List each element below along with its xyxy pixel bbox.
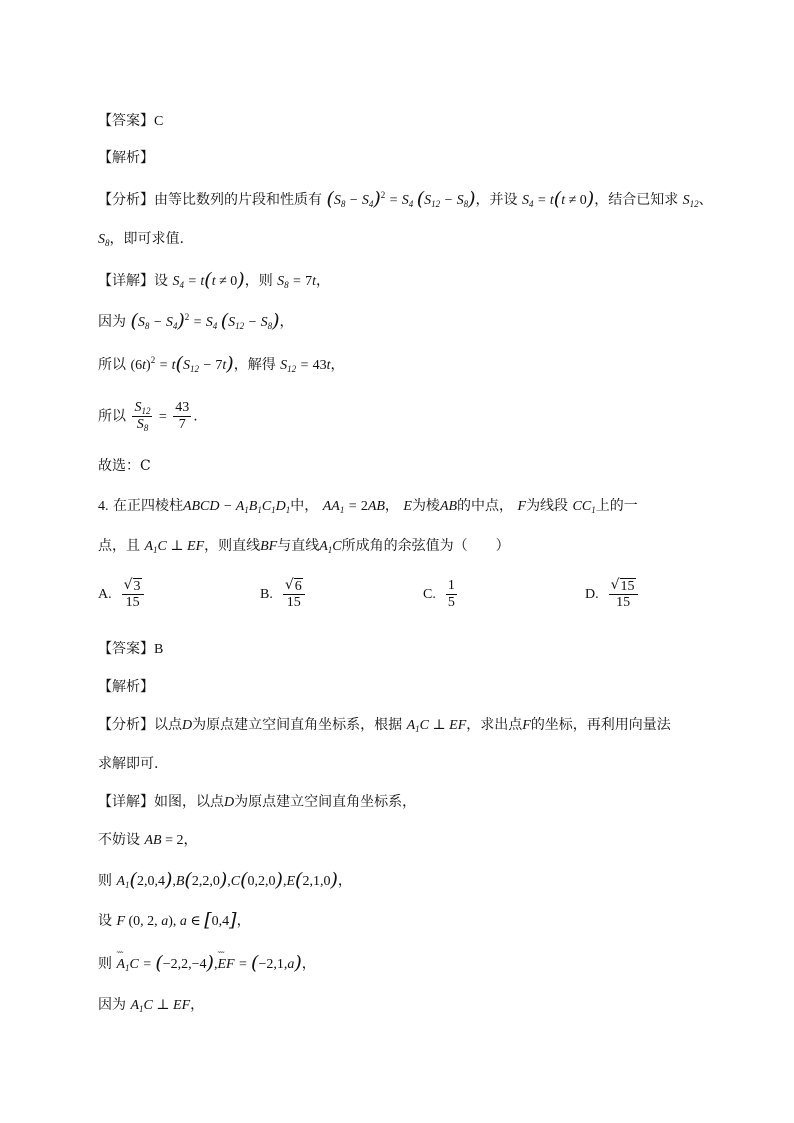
q4-fenxi-line-1 (98, 715, 671, 736)
q4-analysis-heading: 【解析】 (98, 679, 154, 695)
ze-text: 则 (98, 873, 112, 889)
q3-fenxi-text: 、 (698, 192, 713, 208)
math-formula: $S_4 = t(t \ne 0)$ (521, 188, 595, 210)
she-text: 设 (98, 913, 112, 929)
math-formula: F (522, 718, 531, 733)
q3-detail-line-2 (98, 311, 294, 333)
q4-detail-text: 为原点建立空间直角坐标系， (234, 794, 417, 810)
ze-text: 则 (98, 956, 112, 972)
fraction-s12-s8: $\frac{S_{12}}{S_8}$ (134, 400, 151, 433)
option-a[interactable] (98, 578, 146, 611)
q3-detail-text: 设 (154, 273, 168, 289)
math-formula: $A_1C$ (319, 539, 342, 555)
punctuation: ， (316, 273, 331, 289)
math-formula: F (0, 2, a), a ∈ [0,4] (116, 909, 237, 931)
radicand: 15 (620, 579, 635, 594)
q4-stem-text: 上的一 (595, 498, 638, 514)
q4-detail-line-5 (98, 953, 316, 975)
q4-stem-text: 所成角的余弦值为（ ） (341, 538, 510, 554)
q4-fenxi-text: 为原点建立空间直角坐标系，根据 (192, 717, 403, 733)
q3-answer-label: 【答案】 (98, 113, 154, 129)
math-formula: $S_8$ (98, 232, 110, 248)
bufang-text: 不妨设 (98, 832, 140, 848)
q4-stem-text: 的中点， (457, 498, 514, 514)
q3-fenxi-line-2 (98, 229, 184, 250)
math-formula: $(S_8 - S_4)^2 = S_4$ $(S_{12} - S_8)$ (326, 188, 476, 210)
q3-answer-line (98, 111, 163, 132)
denominator: 15 (616, 595, 631, 610)
option-fraction: √ 3 15 (122, 578, 144, 611)
q4-detail-line-1 (98, 792, 416, 813)
q3-fenxi-line-1 (98, 189, 713, 211)
suoyi-text: 所以 (98, 408, 126, 425)
q3-conclusion: 故选：C (98, 458, 151, 474)
punctuation: ， (190, 997, 205, 1013)
q3-fenxi-text: 由等比数列的片段和性质有 (154, 192, 322, 208)
q3-fenxi-text: ，并设 (475, 192, 518, 208)
math-formula: $S_{12} = 43t$ (280, 358, 331, 374)
punctuation: ， (183, 832, 198, 848)
q3-fenxi-label: 【分析】 (98, 192, 154, 208)
math-formula: $A_1(2,0,4),B(2,2,0),C(0,2,0),E(2,1,0)$ (116, 869, 338, 891)
q4-detail-line-2: 不妨设 AB = 2， (98, 832, 198, 848)
q4-answer-label: 【答案】 (98, 641, 154, 657)
math-formula: $A_1C$ ⊥ EF (130, 998, 191, 1014)
math-formula: $A_1C$ ⊥ EF (144, 539, 205, 555)
jiede-text: ，解得 (233, 357, 276, 373)
math-formula: D (224, 795, 235, 810)
suoyi-text: 所以 (98, 357, 126, 373)
q3-detail-line-3 (98, 354, 345, 376)
math-formula: $(S_8 - S_4)^2 = S_4$ $(S_{12} - S_8)$ (130, 310, 280, 332)
q4-detail-line-4 (98, 910, 251, 932)
q3-analysis-heading: 【解析】 (98, 150, 154, 166)
option-b[interactable] (260, 578, 307, 611)
numerator: 1 (447, 578, 455, 593)
option-letter: D. (585, 586, 599, 602)
punctuation: ， (236, 913, 251, 929)
math-formula: ABCD − $A_1B_1C_1D_1$ (182, 499, 291, 515)
q4-stem-line-1 (98, 496, 638, 517)
math-formula: $CC_1$ (572, 499, 596, 515)
radicand: 6 (294, 579, 302, 594)
q4-detail-line-6 (98, 995, 204, 1016)
math-formula: F (517, 499, 527, 514)
math-formula: ˜˜˜ $A_1C$ = (−2,2,−4),˜˜˜ EF = (−2,1,a) (116, 957, 301, 972)
denominator: 5 (447, 595, 455, 610)
q4-detail-text: 如图，以点 (154, 794, 224, 810)
option-fraction: √ 15 15 (609, 578, 638, 611)
fraction-43-7: $\frac{43}{7}$ (175, 400, 190, 432)
punctuation: ， (330, 357, 345, 373)
q3-detail-text: ，则 (244, 273, 273, 289)
option-letter: C. (423, 586, 436, 602)
math-formula: $(6t)^2 = t(S_{12} - 7t)$ (130, 353, 234, 375)
option-c[interactable] (423, 578, 459, 611)
q4-fenxi-text: 以点 (154, 717, 182, 733)
math-formula: $S_8 = 7t$ (277, 274, 317, 290)
q4-stem-text: 在正四棱柱 (112, 498, 183, 514)
q3-fenxi-text: ，即可求值. (109, 231, 184, 247)
q4-fenxi-line-2: 求解即可. (98, 756, 159, 772)
option-letter: A. (98, 586, 112, 602)
math-formula: $S_4 = t(t \ne 0)$ (172, 269, 245, 291)
q4-fenxi-text: ，求出点 (466, 717, 523, 733)
q4-fenxi-text: 的坐标，再利用向量法 (530, 717, 671, 733)
math-formula: D (182, 718, 193, 733)
q4-stem-text: 为棱 (411, 498, 440, 514)
math-formula: E (403, 499, 412, 514)
math-formula: $S_{12}$ (682, 193, 699, 209)
math-formula: $AA_1 = 2AB$ (322, 499, 385, 515)
math-formula: BF (260, 539, 278, 554)
q4-stem-text: 点，且 (98, 538, 140, 554)
option-fraction: √ 6 15 (283, 578, 305, 611)
q4-stem-text: ，则直线 (204, 538, 261, 554)
punctuation: . (193, 408, 198, 425)
denominator: 15 (286, 595, 301, 610)
q4-stem-text: 与直线 (277, 538, 320, 554)
q4-stem-text: ， (384, 498, 399, 514)
q4-detail-line-3 (98, 870, 352, 892)
yinwei-text: 因为 (98, 314, 126, 330)
q4-stem-line-2 (98, 536, 510, 557)
q4-answer-line (98, 639, 163, 660)
math-formula: $A_1C$ ⊥ EF (406, 718, 467, 734)
q4-answer-value: B (154, 642, 164, 657)
q3-detail-line-4: 所以 $\frac{S_{12}}{S_8}$ = $\frac{43}{7}$ . (98, 400, 198, 433)
q4-detail-label: 【详解】 (98, 794, 154, 810)
q3-answer-value: C (154, 114, 164, 129)
question-number: 4. (98, 499, 109, 514)
radicand: 3 (133, 579, 141, 594)
math-formula: AB (144, 833, 162, 848)
q3-detail-label: 【详解】 (98, 273, 154, 289)
punctuation: ， (337, 873, 352, 889)
q3-detail-line-1 (98, 270, 330, 292)
math-formula: AB (439, 499, 458, 514)
punctuation: ， (279, 314, 294, 330)
option-d[interactable] (585, 578, 640, 611)
denominator: 15 (125, 595, 140, 610)
yinwei-text: 因为 (98, 997, 126, 1013)
option-letter: B. (260, 586, 273, 602)
q4-fenxi-label: 【分析】 (98, 717, 154, 733)
option-fraction (446, 578, 457, 611)
q4-stem-text: 为线段 (526, 498, 569, 514)
q3-fenxi-text: ，结合已知求 (594, 192, 679, 208)
q4-stem-text: 中， (290, 498, 319, 514)
punctuation: ， (301, 956, 316, 972)
